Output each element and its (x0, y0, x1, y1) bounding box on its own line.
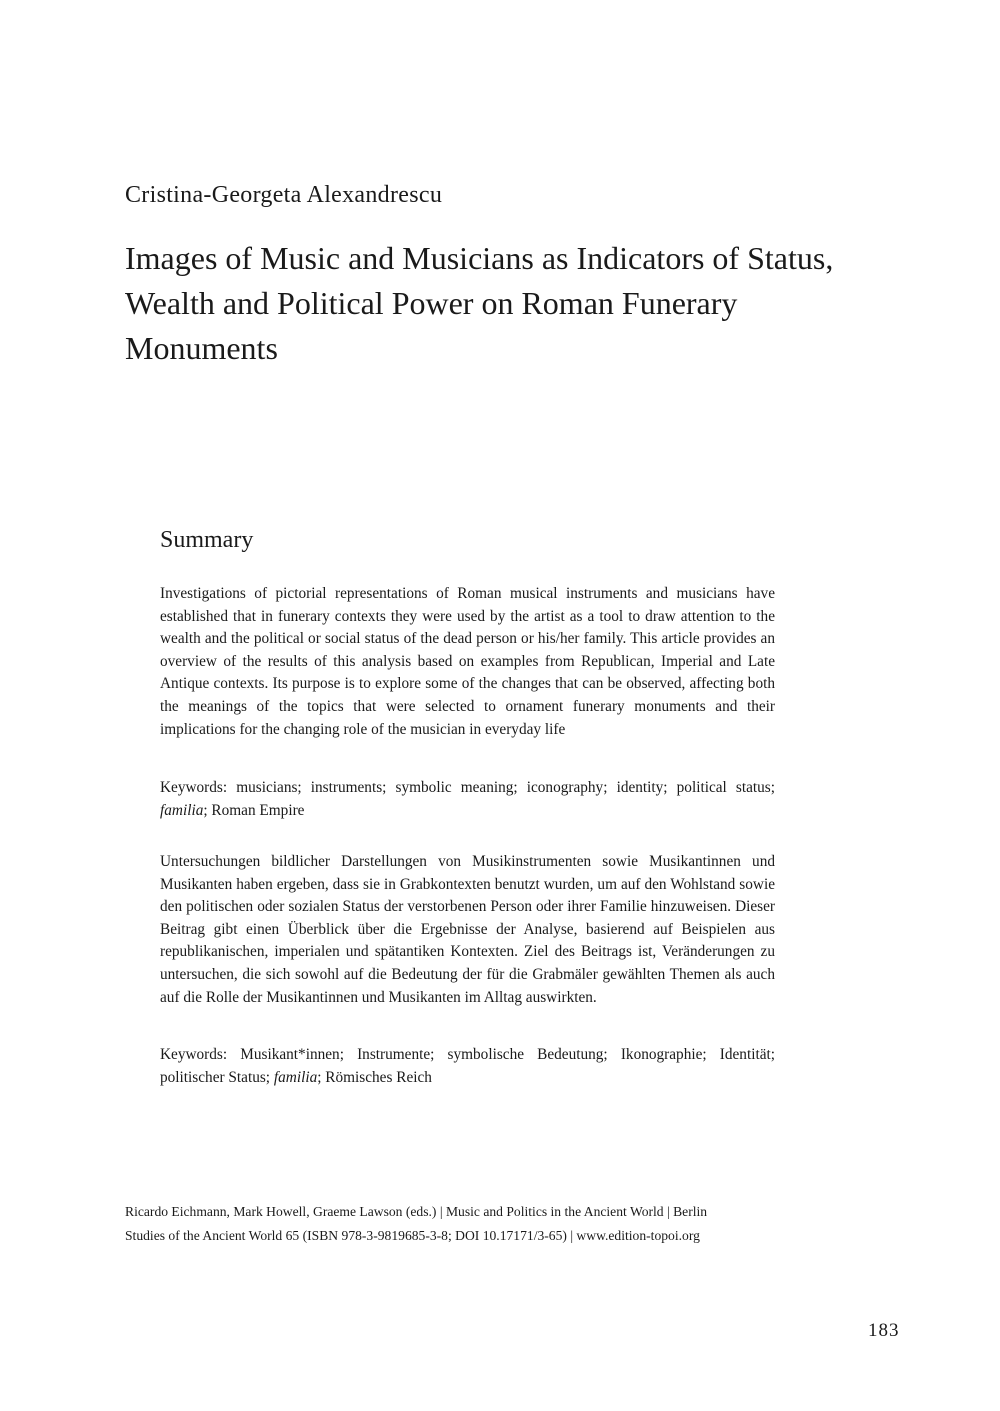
author-name: Cristina-Georgeta Alexandrescu (125, 182, 443, 208)
page-number: 183 (868, 1320, 900, 1341)
keywords-english-tail: ; Roman Empire (203, 801, 305, 819)
publication-footer: Ricardo Eichmann, Mark Howell, Graeme Lawson (eds.) | Music and Politics in the Ancient World | Berlin Studies of the Ancient World 65 (ISBN 978-3-9819685-3-8; DOI 10.17171/3-65) | www.edition-topoi.org (125, 1204, 708, 1243)
keywords-german-lead: Keywords: Musikant*innen; Instrumente; symbolische Bedeutung; Ikonographie; Identität; politischer Status; (160, 1046, 775, 1086)
summary-heading: Summary (160, 527, 254, 553)
keywords-english-lead: Keywords: musicians; instruments; symbolic meaning; iconography; identity; political status; (160, 779, 775, 796)
keywords-german (160, 1044, 775, 1089)
abstract-german: Untersuchungen bildlicher Darstellungen von Musikinstrumenten sowie Musikantinnen und Musikanten haben ergeben, dass sie in Grabkontexten benutzt wurden, um auf den Wohlstand sowie den politischen oder sozialen Status der verstorbenen Person oder ihrer Familie hinzuweisen. Dieser Beitrag gibt einen Überblick über die Ergebnisse der Analyse, basierend auf Beispielen aus republikanischen, imperialen und spätantiken Kontexten. Ziel des Beitrags ist, Veränderungen zu untersuchen, die sich sowohl auf die Bedeutung der für die Grabmäler gewählten Themen als auch auf die Rolle der Musikantinnen und Musikanten im Alltag auswirkten. (160, 853, 775, 1006)
article-title: Images of Music and Musicians as Indicators of Status, Wealth and Political Power on Roman Funerary Monuments (125, 240, 834, 366)
keywords-english-familia: familia (160, 801, 204, 819)
keywords-english (160, 777, 775, 822)
keywords-german-tail: ; Römisches Reich (317, 1068, 432, 1086)
abstract-english: Investigations of pictorial representations of Roman musical instruments and musicians have established that in funerary contexts they were used by the artist as a tool to draw attention to the wealth and the political or social status of the dead person or his/her family. This article provides an overview of the results of this analysis based on examples from Republican, Imperial and Late Antique contexts. Its purpose is to explore some of the changes that can be observed, affecting both the meanings of the topics that were selected to ornament funerary monuments and their implications for the changing role of the musician in everyday life (160, 585, 775, 738)
keywords-german-familia: familia (273, 1068, 318, 1086)
